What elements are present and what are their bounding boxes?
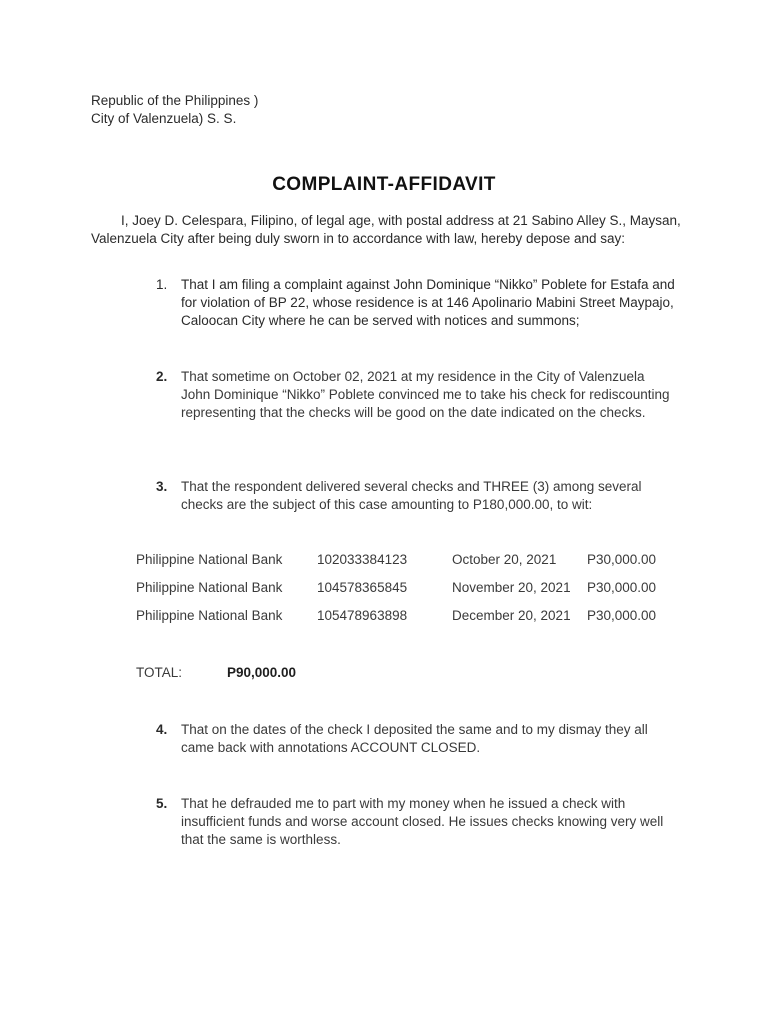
numbered-item-3	[156, 478, 676, 514]
item-number: 1.	[156, 277, 168, 292]
numbered-item-4	[156, 721, 676, 757]
check-amount: P30,000.00	[587, 608, 657, 623]
item-text: That on the dates of the check I deposited the same and to my dismay they all came back with annotations ACCOUNT CLOSED.	[181, 722, 648, 755]
item-number: 5.	[156, 796, 168, 811]
item-text: That the respondent delivered several checks and THREE (3) among several checks are the subject of this case amounting to P180,000.00, to wit:	[181, 479, 642, 512]
intro-paragraph: I, Joey D. Celespara, Filipino, of legal age, with postal address at 21 Sabino Alley S., Maysan, Valenzuela City after being duly sworn in to accordance with law, hereby depose and say:	[91, 213, 681, 246]
item-number: 2.	[156, 369, 168, 384]
check-number: 102033384123	[317, 552, 408, 567]
item-text: That he defrauded me to part with my money when he issued a check with insufficient funds and worse account closed. He issues checks knowing very well that the same is worthless.	[181, 796, 664, 847]
caption-line-republic: Republic of the Philippines )	[91, 93, 259, 108]
check-bank: Philippine National Bank	[136, 608, 283, 623]
total-value: P90,000.00	[227, 665, 297, 680]
checks-table	[136, 551, 676, 635]
document-title: COMPLAINT-AFFIDAVIT	[272, 174, 496, 195]
caption-line-city: City of Valenzuela) S. S.	[91, 111, 237, 126]
check-bank: Philippine National Bank	[136, 552, 283, 567]
numbered-item-5	[156, 795, 676, 849]
total-label: TOTAL:	[136, 665, 183, 680]
numbered-item-2	[156, 368, 676, 422]
item-text: That sometime on October 02, 2021 at my residence in the City of Valenzuela John Dominique “Nikko” Poblete convinced me to take his check for rediscounting representing that the checks will be good on the date indicated on the checks.	[181, 369, 670, 420]
check-amount: P30,000.00	[587, 552, 657, 567]
item-number: 4.	[156, 722, 168, 737]
check-bank: Philippine National Bank	[136, 580, 283, 595]
check-row	[136, 551, 676, 579]
check-date: December 20, 2021	[452, 608, 571, 623]
check-date: October 20, 2021	[452, 552, 557, 567]
check-amount: P30,000.00	[587, 580, 657, 595]
check-number: 104578365845	[317, 580, 408, 595]
item-text: That I am filing a complaint against John Dominique “Nikko” Poblete for Estafa and for violation of BP 22, whose residence is at 146 Apolinario Mabini Street Maypajo, Caloocan City where he can be served with notices and summons;	[181, 277, 675, 328]
item-number: 3.	[156, 479, 168, 494]
numbered-item-1	[156, 276, 676, 330]
total-line	[136, 664, 297, 682]
check-date: November 20, 2021	[452, 580, 571, 595]
check-row	[136, 579, 676, 607]
check-row	[136, 607, 676, 635]
check-number: 105478963898	[317, 608, 408, 623]
venue-caption	[91, 92, 258, 128]
